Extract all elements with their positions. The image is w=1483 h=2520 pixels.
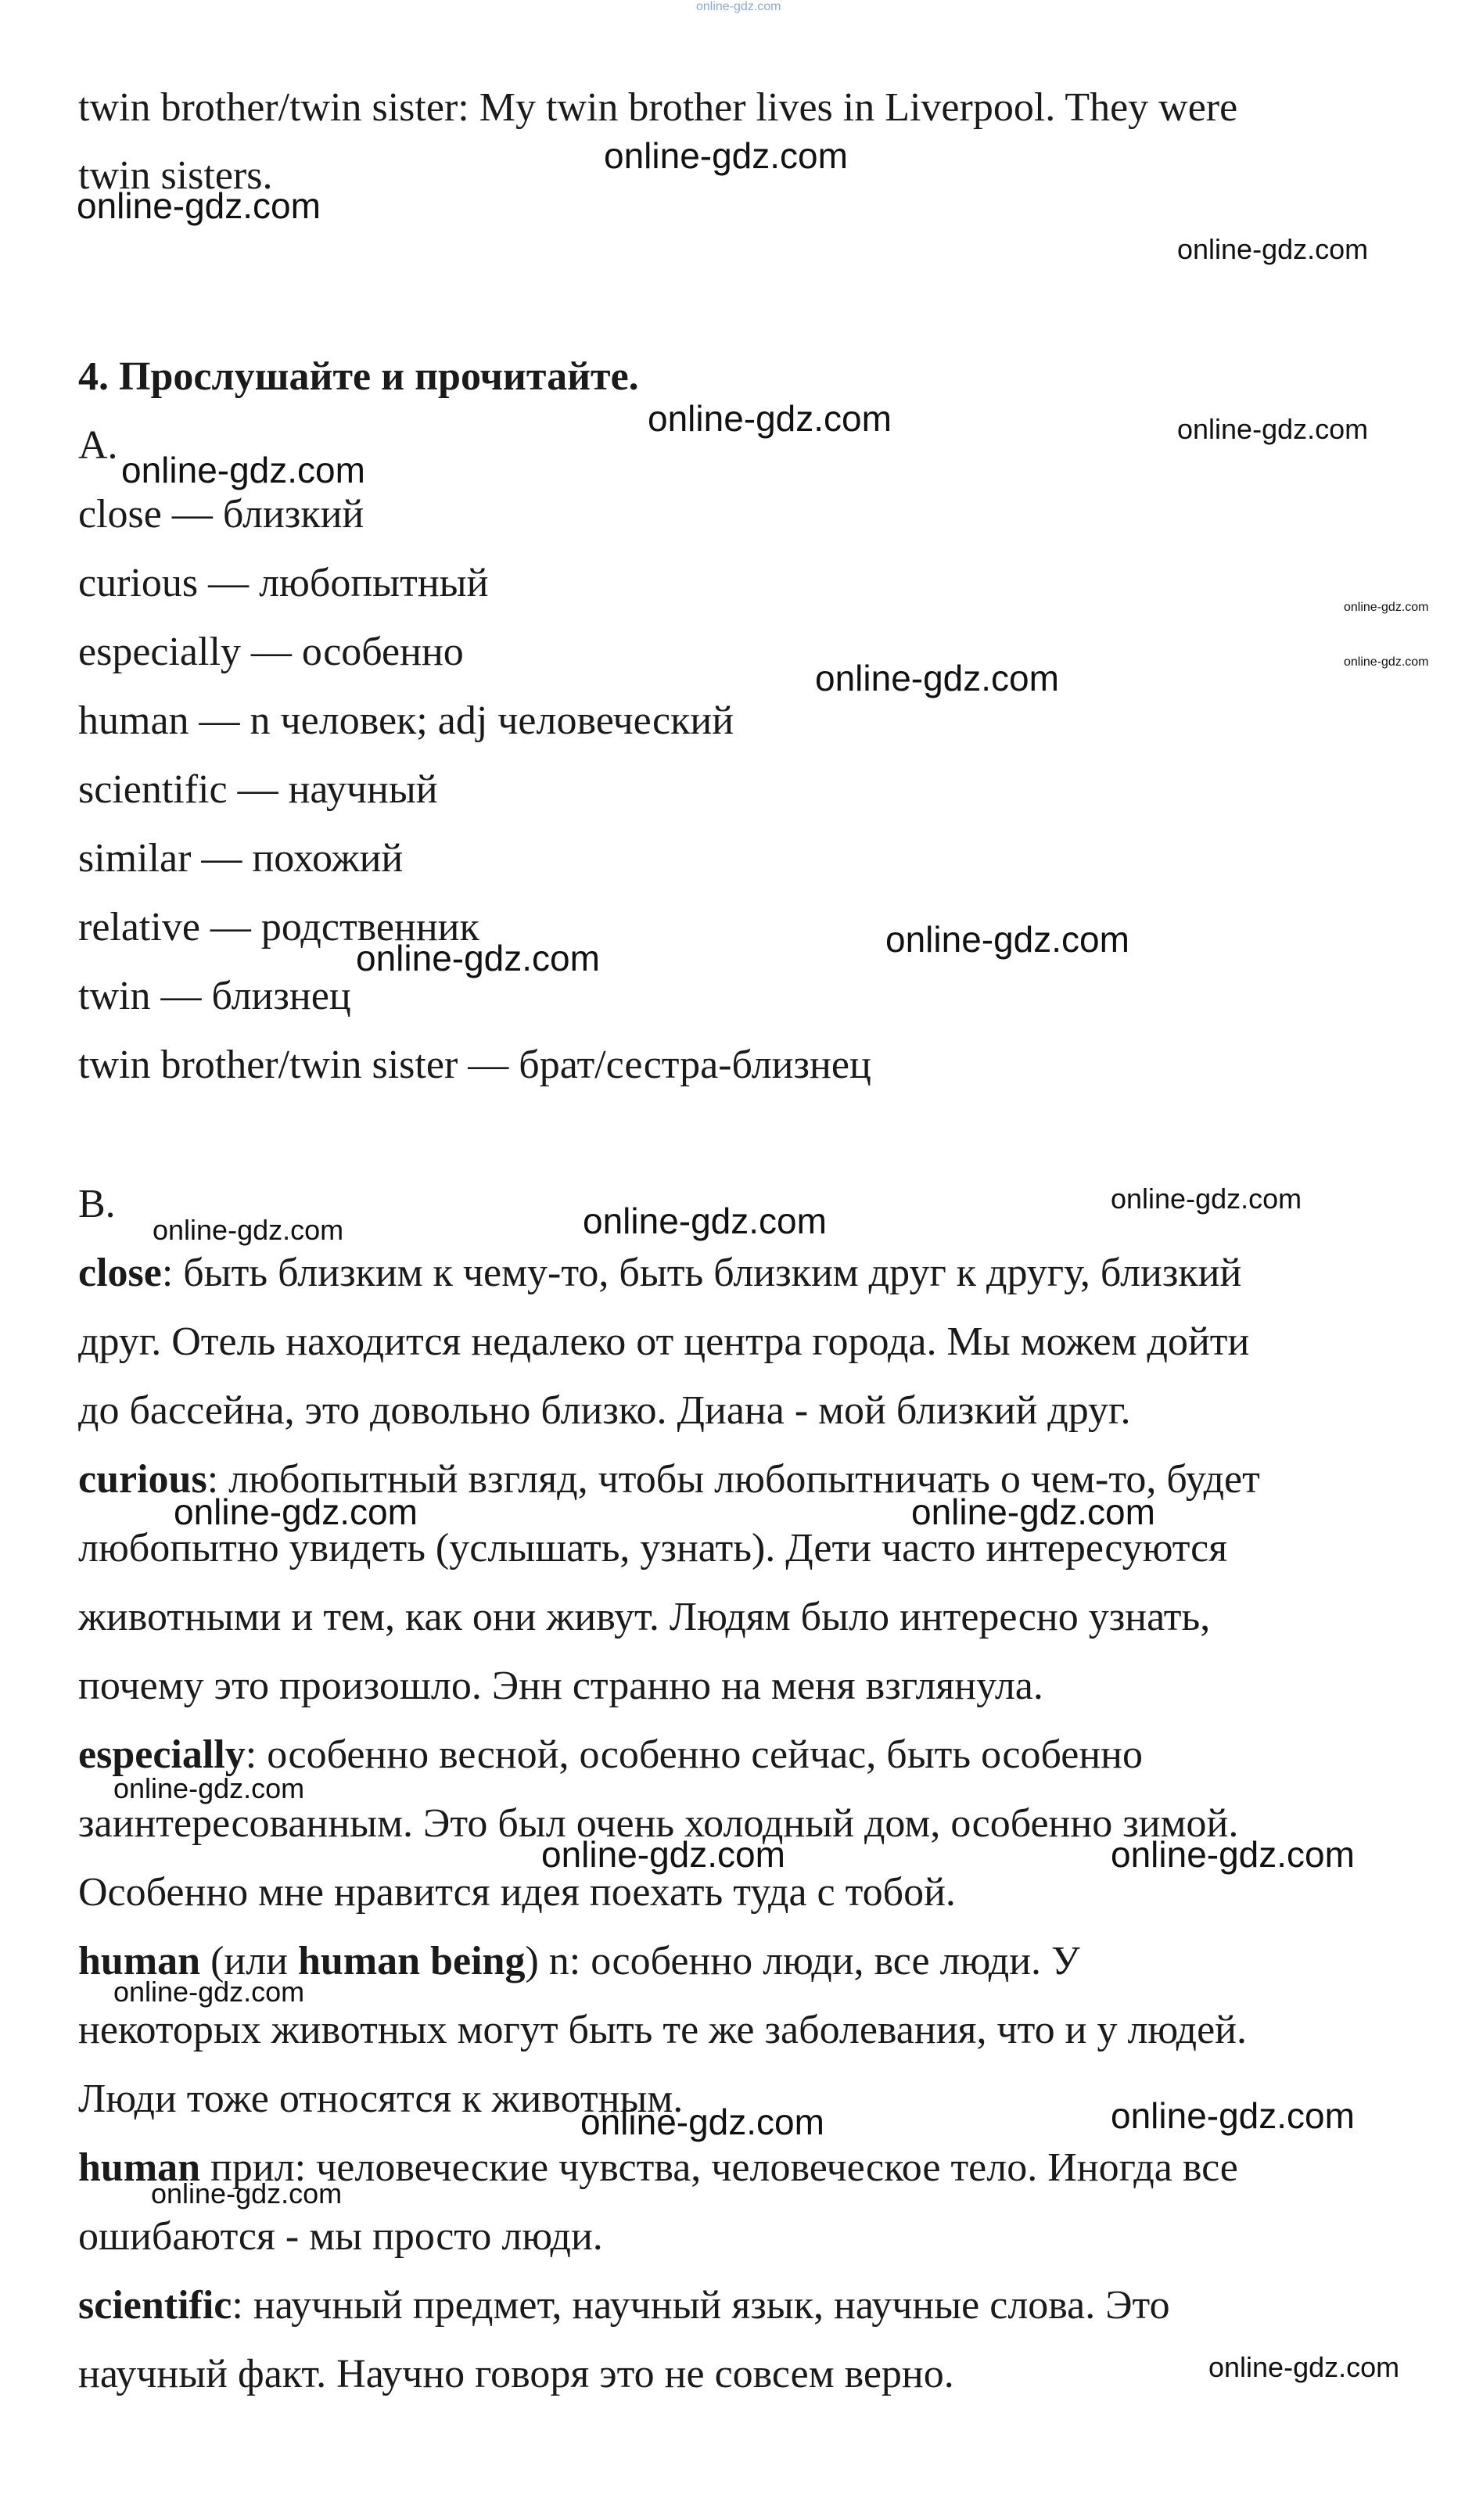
watermark: online-gdz.com	[121, 450, 365, 490]
watermark: online-gdz.com	[1344, 655, 1429, 669]
especially-text-1: : особенно весной, особенно сейчас, быть особенно	[245, 1732, 1143, 1777]
human-being-term: human being	[298, 1939, 526, 1983]
watermark: online-gdz.com	[1177, 413, 1369, 445]
scientific-paragraph-line-2: научный факт. Научно говоря это не совсем верно.	[78, 2352, 954, 2396]
vocab-entry-twin-brother: twin brother/twin sister — брат/сестра-близнец	[78, 1043, 871, 1087]
human-noun-paragraph-line-2: некоторых животных могут быть те же заболевания, что и у людей.	[78, 2008, 1247, 2052]
human-adj-paragraph-line-2: ошибаются - мы просто люди.	[78, 2214, 603, 2259]
scientific-paragraph-line-1	[78, 2282, 1170, 2329]
human-noun-paren: (или	[200, 1939, 298, 1983]
scientific-text-1: : научный предмет, научный язык, научные слова. Это	[232, 2283, 1170, 2328]
curious-paragraph-line-3: животными и тем, как они живут. Людям было интересно узнать,	[78, 1595, 1211, 1639]
watermark: online-gdz.com	[113, 1772, 305, 1804]
watermark: online-gdz.com	[885, 919, 1129, 960]
watermark: online-gdz.com	[911, 1492, 1155, 1532]
watermark: online-gdz.com	[815, 658, 1059, 698]
vocab-entry-human: human — n человек; adj человеческий	[78, 698, 734, 743]
watermark: online-gdz.com	[541, 1834, 785, 1875]
curious-text-1: : любопытный взгляд, чтобы любопытничать о чем-то, будет	[206, 1457, 1260, 1502]
watermark: online-gdz.com	[356, 938, 600, 978]
vocab-entry-relative: relative — родственник	[78, 905, 479, 949]
intro-line-1: twin brother/twin sister: My twin brother lives in Liverpool. They were	[78, 85, 1238, 130]
vocab-entry-close: close — близкий	[78, 492, 364, 537]
curious-term: curious	[78, 1457, 207, 1502]
watermark: online-gdz.com	[1208, 2351, 1400, 2383]
intro-line-2: twin sisters.	[78, 153, 273, 198]
watermark: online-gdz.com	[151, 2177, 343, 2209]
watermark: online-gdz.com	[153, 1214, 344, 1246]
watermark: online-gdz.com	[604, 135, 848, 176]
section-b-label: B.	[78, 1182, 116, 1226]
curious-paragraph-line-2: любопытно увидеть (услышать, узнать). Дети часто интересуются	[78, 1526, 1228, 1571]
watermark: online-gdz.com	[1177, 233, 1369, 265]
watermark: online-gdz.com	[1111, 2095, 1355, 2136]
especially-term: especially	[78, 1732, 246, 1777]
top-watermark: online-gdz.com	[696, 0, 781, 13]
vocab-entry-similar: similar — похожий	[78, 836, 404, 881]
exercise-heading: 4. Прослушайте и прочитайте.	[78, 354, 639, 399]
vocab-entry-curious: curious — любопытный	[78, 561, 489, 605]
close-paragraph-line-2: друг. Отель находится недалеко от центра города. Мы можем дойти	[78, 1319, 1250, 1364]
vocab-entry-especially: especially — особенно	[78, 630, 464, 674]
vocab-entry-twin: twin — близнец	[78, 974, 351, 1018]
close-paragraph-line-1	[78, 1250, 1241, 1297]
close-term: close	[78, 1251, 162, 1295]
close-text-1: : быть близким к чему-то, быть близким друг к другу, близкий	[161, 1251, 1242, 1295]
vocab-entry-scientific: scientific — научный	[78, 767, 438, 812]
watermark: online-gdz.com	[583, 1201, 827, 1241]
especially-paragraph-line-2: заинтересованным. Это был очень холодный дом, особенно зимой.	[78, 1801, 1239, 1846]
human-adj-term: human	[78, 2145, 201, 2190]
especially-paragraph-line-1	[78, 1732, 1143, 1779]
watermark: online-gdz.com	[113, 1976, 305, 2008]
human-adj-text-1: прил: человеческие чувства, человеческое тело. Иногда все	[200, 2145, 1238, 2190]
watermark: online-gdz.com	[1344, 601, 1429, 614]
human-noun-term: human	[78, 1939, 201, 1983]
watermark: online-gdz.com	[174, 1492, 418, 1532]
curious-paragraph-line-4: почему это произошло. Энн странно на меня взглянула.	[78, 1664, 1043, 1708]
human-noun-paragraph-line-3: Люди тоже относятся к животным.	[78, 2077, 684, 2121]
watermark: online-gdz.com	[648, 398, 892, 439]
section-a-label: A.	[78, 423, 118, 468]
watermark: online-gdz.com	[1111, 1183, 1302, 1215]
watermark: online-gdz.com	[1111, 1834, 1355, 1875]
especially-paragraph-line-3: Особенно мне нравится идея поехать туда с тобой.	[78, 1870, 956, 1915]
scientific-term: scientific	[78, 2283, 232, 2328]
human-noun-text-1: ) n: особенно люди, все люди. У	[525, 1939, 1080, 1983]
watermark: online-gdz.com	[580, 2102, 824, 2142]
watermark: online-gdz.com	[77, 185, 321, 226]
close-paragraph-line-3: до бассейна, это довольно близко. Диана - мой близкий друг.	[78, 1388, 1131, 1433]
